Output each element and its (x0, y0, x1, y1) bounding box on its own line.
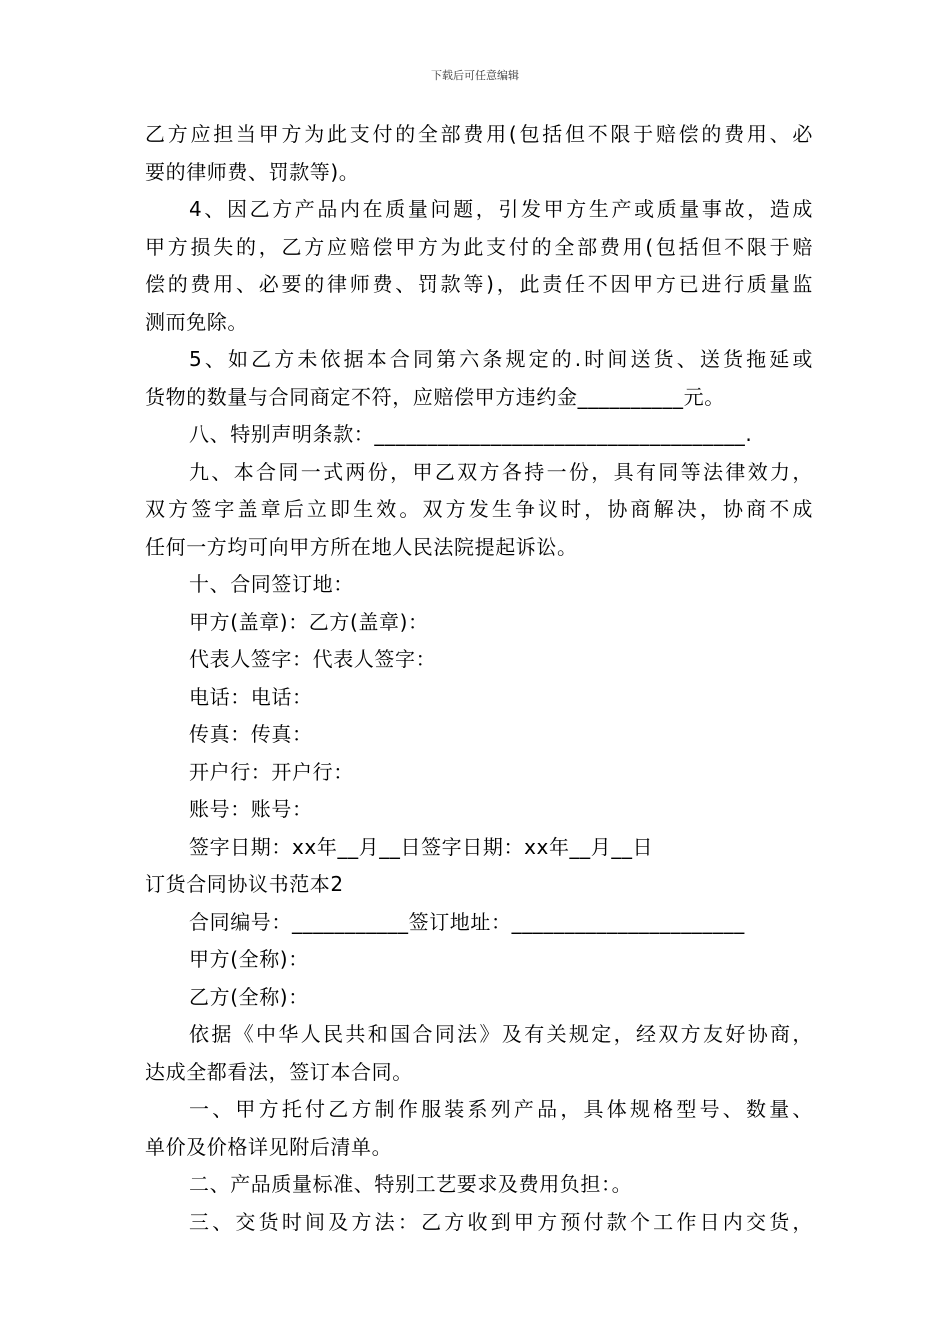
paragraph-line: 测而免除。 (145, 309, 248, 334)
paragraph-line: 达成全都看法，签订本合同。 (145, 1059, 413, 1084)
paragraph-line: 二、产品质量标准、特别工艺要求及费用负担：。 (189, 1172, 633, 1196)
paragraph-line: 乙方(全称)： (189, 984, 309, 1009)
paragraph-line: 三、交货时间及方法：乙方收到甲方预付款个工作日内交货， (189, 1209, 813, 1234)
signature-line: 签字日期：xx年__月__日签字日期：xx年__月__日 (189, 834, 654, 859)
paragraph-line: 4、因乙方产品内在质量问题，引发甲方生产或质量事故，造成 (189, 197, 813, 221)
signature-line: 账号：账号： (189, 797, 313, 821)
paragraph-line: 九、本合同一式两份，甲乙双方各持一份，具有同等法律效力， (189, 459, 813, 484)
paragraph-line: 乙方应担当甲方为此支付的全部费用(包括但不限于赔偿的费用、必 (145, 122, 813, 146)
signature-line: 代表人签字：代表人签字： (189, 647, 437, 671)
signature-line: 甲方(盖章)：乙方(盖章)： (189, 609, 429, 634)
paragraph-line: 单价及价格详见附后清单。 (145, 1134, 393, 1159)
signature-line: 开户行：开户行： (189, 759, 354, 784)
paragraph-line: 合同编号：___________签订地址：______________________ (189, 909, 745, 934)
signature-line: 传真：传真： (189, 722, 313, 746)
paragraph-line: 甲方损失的，乙方应赔偿甲方为此支付的全部费用(包括但不限于赔 (145, 234, 813, 259)
paragraph-line: 十、合同签订地： (189, 572, 354, 596)
page-header-note: 下载后可任意编辑 (431, 69, 519, 82)
paragraph-line: 八、特别声明条款：___________________________________. (189, 422, 753, 446)
paragraph-line: 5、如乙方未依据本合同第六条规定的.时间送货、送货拖延或 (189, 347, 813, 371)
paragraph-line: 货物的数量与合同商定不符，应赔偿甲方违约金__________元。 (145, 384, 725, 409)
paragraph-line: 双方签字盖章后立即生效。双方发生争议时，协商解决，协商不成 (145, 497, 813, 521)
paragraph-line: 甲方(全称)： (189, 947, 309, 971)
signature-line: 电话：电话： (189, 684, 313, 709)
paragraph-line: 要的律师费、罚款等)。 (145, 159, 360, 184)
section-title: 订货合同协议书范本2 (145, 872, 344, 896)
paragraph-line: 一、甲方托付乙方制作服装系列产品，具体规格型号、数量、 (189, 1097, 813, 1121)
document-body (145, 116, 813, 1241)
paragraph-line: 偿的费用、必要的律师费、罚款等)，此责任不因甲方已进行质量监 (145, 272, 813, 296)
paragraph-line: 依据《中华人民共和国合同法》及有关规定，经双方友好协商， (189, 1022, 813, 1046)
paragraph-line: 任何一方均可向甲方所在地人民法院提起诉讼。 (145, 534, 578, 559)
